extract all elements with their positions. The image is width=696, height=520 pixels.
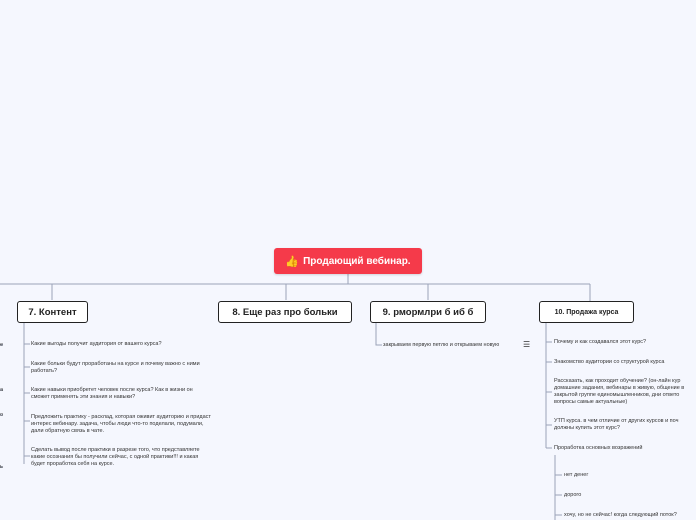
topic-9-label: 9. рмормлри б иб б [382, 306, 474, 318]
root-label: Продающий вебинар. [303, 255, 411, 267]
root-topic[interactable] [274, 248, 422, 274]
sale-item-5[interactable]: Проработка основных возражений [554, 445, 643, 451]
content-item-4[interactable]: Предложить практику - расклад, которая оживит аудиторию и придаст интерес вебинару. задача, чтобы люди что-то поделали, подумали, дали обратную связь в чате. [31, 414, 211, 434]
sale-item-4[interactable]: УТП курса. в чем отличие от других курсов и поч должны купить этот курс? [554, 418, 679, 431]
objection-3[interactable]: хочу, но не сейчас! когда следующий поток? [564, 512, 677, 518]
topic-pains[interactable] [218, 301, 352, 323]
content-item-3[interactable]: Какие навыки приобретет человек после курса? Как в жизни он сможет применять эти знания и навыки? [31, 387, 193, 400]
topic-content[interactable] [17, 301, 88, 323]
content-item-2[interactable]: Какие больки будут проработаны на курсе и почему важно с ними работать? [31, 361, 200, 374]
left-cutoff-item-2: а [0, 387, 4, 393]
left-cutoff-item-3: о [0, 412, 4, 418]
content-item-1[interactable]: Какие выгоды получит аудитория от вашего курса? [31, 341, 162, 347]
thumbs-up-icon: 👍 [285, 255, 300, 268]
sale-item-1[interactable]: Почему и как создавался этот курс? [554, 339, 647, 345]
topic-content-label: 7. Контент [28, 306, 77, 318]
topic-9-item-1[interactable]: закрывaем первую петлю и открываем новую [383, 342, 500, 348]
left-cutoff-item-1: е [0, 342, 4, 348]
sale-item-3[interactable]: Рассказать, как проходит обучение? (он-лайн кур домашние задания, вебинары в живую, общение в закрытой группе единомышленников, дни ответо вопросы самые актуальные) [554, 378, 685, 405]
sale-item-2[interactable]: Знакомство аудитории со структурой курса [554, 359, 665, 365]
left-cutoff-item-4: ь [0, 464, 3, 470]
objection-1[interactable]: нет денег [564, 472, 589, 478]
topic-sale-label: 10. Продажа курса [554, 308, 619, 316]
content-item-5[interactable]: Сделать вывод после практики в разрезе того, что представляете какие осознания бы получили сейчас, с одной практики!!! и какая будет проработка себя на курсе. [31, 447, 200, 467]
topic-pains-label: 8. Еще раз про больки [232, 306, 338, 318]
topic-sale[interactable] [539, 301, 634, 323]
topic-9[interactable] [370, 301, 486, 323]
objection-2[interactable]: дорого [564, 492, 582, 498]
menu-icon[interactable]: ☰ [523, 340, 531, 349]
